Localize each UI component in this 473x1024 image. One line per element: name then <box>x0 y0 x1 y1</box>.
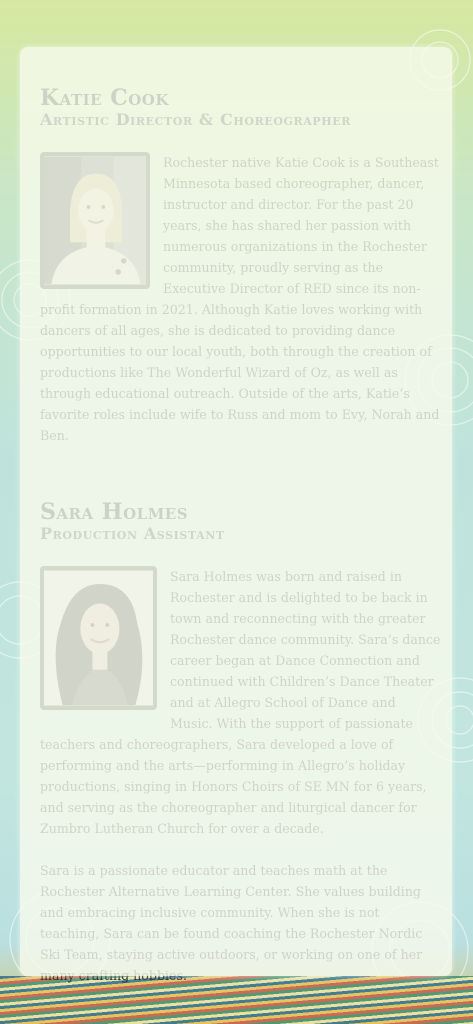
bio-card <box>20 47 452 976</box>
